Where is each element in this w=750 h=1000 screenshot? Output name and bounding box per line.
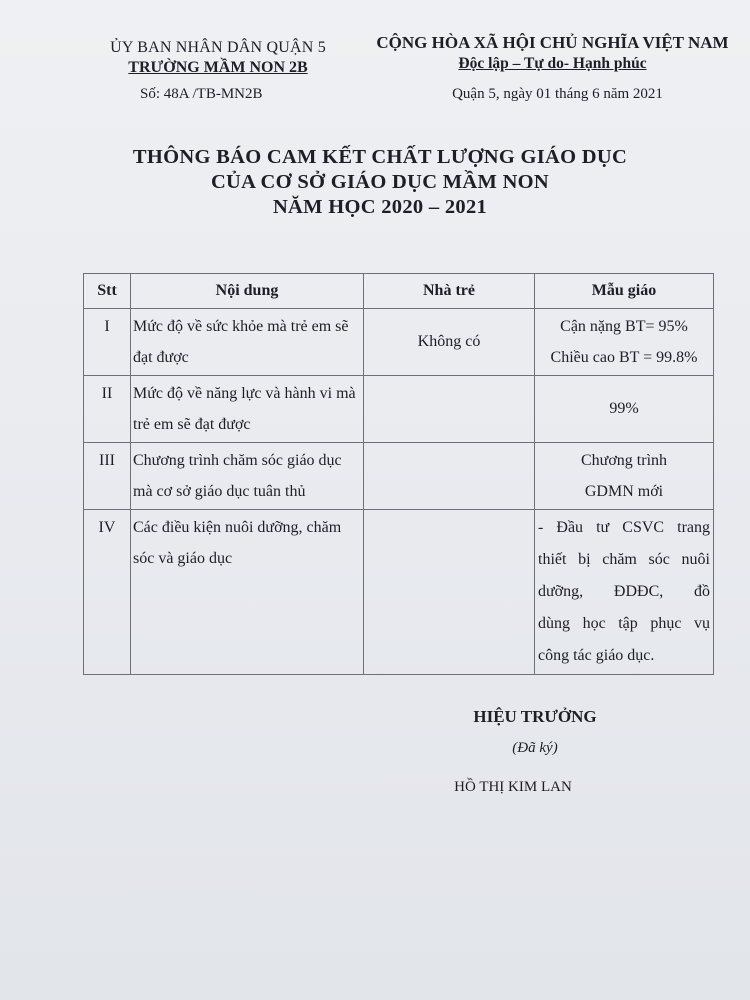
nation-name: CỘNG HÒA XÃ HỘI CHỦ NGHĨA VIỆT NAM [376, 33, 729, 52]
row-stt: III [99, 452, 115, 469]
header-stt: Stt [84, 274, 131, 309]
table-row [84, 443, 714, 510]
table-row [84, 309, 714, 376]
row-content-cell [131, 510, 364, 675]
mau-giao-condition-line-3: dưỡng, ĐDĐC, đồ [538, 583, 710, 600]
mau-giao-condition-line-4: dùng học tập phục vụ [538, 615, 710, 632]
header-mau-giao: Mẫu giáo [535, 274, 714, 309]
row-mau-giao-cell [535, 309, 714, 376]
mau-giao-weight: Cận nặng BT= 95% [560, 318, 688, 335]
row-mau-giao-cell [535, 443, 714, 510]
mau-giao-condition-line-1: - Đầu tư CSVC trang [538, 519, 710, 536]
row-nha-tre-cell [364, 376, 535, 443]
table-row [84, 510, 714, 675]
row-nha-tre-cell [364, 443, 535, 510]
row-stt-cell [84, 376, 131, 443]
row-content: Chương trình chăm sóc giáo dục mà cơ sở giáo dục tuân thủ [133, 452, 342, 500]
title-line-1: THÔNG BÁO CAM KẾT CHẤT LƯỢNG GIÁO DỤC [132, 146, 628, 168]
agency-name: ỦY BAN NHÂN DÂN QUẬN 5 [110, 39, 326, 56]
header-noi-dung: Nội dung [131, 274, 364, 309]
row-content: Mức độ về năng lực và hành vi mà trẻ em sẽ đạt được [133, 385, 356, 433]
row-stt-cell [84, 510, 131, 675]
mau-giao-program-line-1: Chương trình [580, 452, 668, 469]
row-content: Các điều kiện nuôi dưỡng, chăm sóc và giáo dục [133, 519, 342, 567]
row-content-cell [131, 443, 364, 510]
title-line-2: CỦA CƠ SỞ GIÁO DỤC MẦM NON [210, 171, 550, 193]
document-title [60, 145, 700, 220]
mau-giao-condition-line-5: công tác giáo dục. [538, 647, 655, 664]
header-nha-tre: Nhà trẻ [364, 274, 535, 309]
row-nha-tre: Không có [417, 333, 481, 350]
row-content: Mức độ về sức khỏe mà trẻ em sẽ đạt được [133, 318, 349, 366]
table-header-row [84, 274, 714, 309]
national-header [360, 32, 745, 104]
commitment-table [83, 273, 714, 675]
mau-giao-height: Chiều cao BT = 99.8% [550, 349, 698, 366]
table-row [84, 376, 714, 443]
row-content-cell [131, 376, 364, 443]
school-name: TRƯỜNG MẦM NON 2B [128, 59, 308, 76]
row-stt: I [104, 318, 110, 335]
document-date: Quận 5, ngày 01 tháng 6 năm 2021 [452, 86, 663, 102]
mau-giao-program-line-2: GDMN mới [584, 483, 664, 500]
title-line-3: NĂM HỌC 2020 – 2021 [272, 196, 488, 218]
row-mau-giao-cell [535, 376, 714, 443]
mau-giao-condition-line-2: thiết bị chăm sóc nuôi [538, 551, 710, 568]
row-content-cell [131, 309, 364, 376]
signer-role: HIỆU TRƯỞNG [473, 707, 597, 726]
row-stt: IV [98, 519, 116, 536]
signed-note: (Đã ký) [512, 740, 558, 756]
row-stt: II [101, 385, 113, 402]
row-stt-cell [84, 443, 131, 510]
row-nha-tre-cell [364, 510, 535, 675]
signature-block [420, 706, 650, 797]
signer-name: HỒ THỊ KIM LAN [454, 779, 572, 795]
row-nha-tre-cell [364, 309, 535, 376]
row-mau-giao-cell [535, 510, 714, 675]
mau-giao-value: 99% [609, 400, 639, 417]
row-stt-cell [84, 309, 131, 376]
issuing-agency-header [88, 38, 348, 104]
document-number: Số: 48A /TB-MN2B [140, 86, 263, 102]
commitment-table-wrapper [83, 273, 714, 675]
national-motto: Độc lập – Tự do- Hạnh phúc [458, 55, 647, 72]
